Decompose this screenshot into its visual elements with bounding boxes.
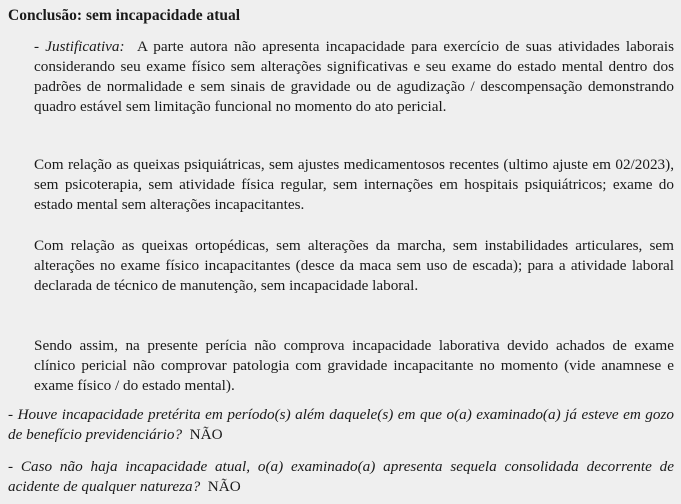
question-sequela [8, 457, 674, 497]
question-text: - Caso não haja incapacidade atual, o(a) examinado(a) apresenta sequela consolidada decorrente de acidente de qualquer natureza? [8, 458, 674, 495]
justification-paragraph [34, 37, 674, 117]
conclusion-heading: Conclusão: sem incapacidade atual [8, 7, 241, 24]
orthopedic-paragraph: Com relação as queixas ortopédicas, sem alterações da marcha, sem instabilidades articulares, sem alterações no exame físico incapacitantes (desce da maca sem uso de escada); para a atividade laboral declarada de técnico de manutenção, sem incapacidade laboral. [34, 237, 674, 294]
conclusion-paragraph: Sendo assim, na presente perícia não comprova incapacidade laborativa devido achados de exame clínico pericial não comprovar patologia com gravidade incapacitante no momento (vide anamnese e exame físico / do estado mental). [34, 337, 674, 394]
question-answer: NÃO [189, 426, 223, 443]
question-answer: NÃO [207, 478, 241, 495]
psychiatric-paragraph: Com relação as queixas psiquiátricas, sem ajustes medicamentosos recentes (ultimo ajuste em 02/2023), sem psicoterapia, sem atividade física regular, sem internações em hospitais psiquiátricos; exame do estado mental sem alterações incapacitantes. [34, 156, 674, 213]
justification-text: A parte autora não apresenta incapacidade para exercício de suas atividades laborais considerando seu exame físico sem alterações significativas e seu exame do estado mental dentro dos padrões de normalidade e sem sinais de gravidade ou de agudização / descompensação demonstrando quadro estável sem limitação funcional no momento do ato pericial. [34, 38, 675, 115]
question-text: - Houve incapacidade pretérita em período(s) além daquele(s) em que o(a) examinado(a) já esteve em gozo de benefício previdenciário? [8, 406, 674, 443]
justification-prefix: - [34, 38, 46, 55]
justification-label: Justificativa: [45, 38, 125, 55]
question-past-incapacity [8, 405, 674, 445]
